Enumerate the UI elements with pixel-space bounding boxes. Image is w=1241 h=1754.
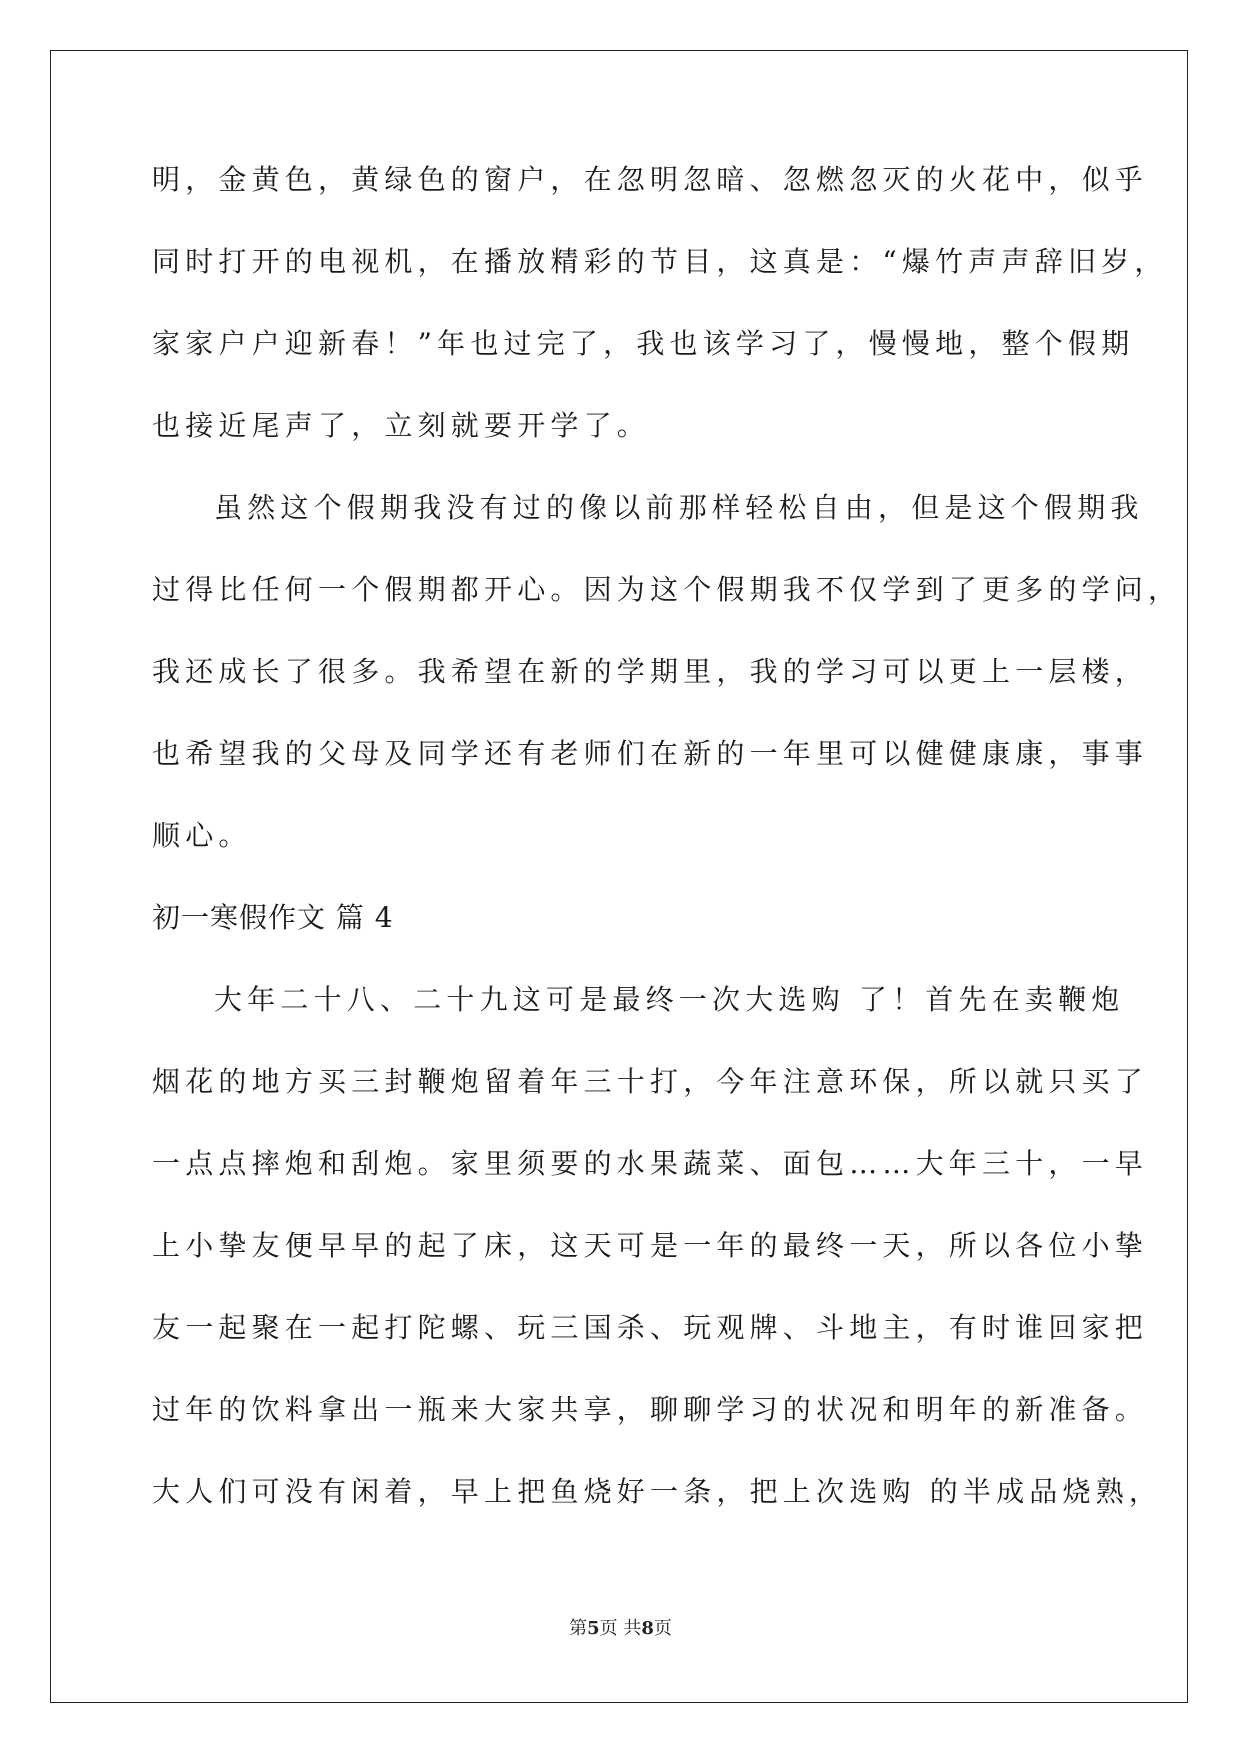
text-line: 过年的饮料拿出一瓶来大家共享，聊聊学习的状况和明年的新准备。 <box>152 1393 1149 1426</box>
footer-prefix: 第 <box>569 1618 588 1639</box>
text-line: 烟花的地方买三封鞭炮留着年三十打，今年注意环保，所以就只买了 <box>152 1065 1149 1098</box>
text-line: 顺心。 <box>152 819 252 852</box>
footer-mid: 页 共 <box>599 1618 642 1639</box>
footer-suffix: 页 <box>653 1618 672 1639</box>
text-line: 大人们可没有闲着，早上把鱼烧好一条，把上次选购 的半成品烧熟， <box>152 1475 1163 1508</box>
text-line: 家家户户迎新春！”年也过完了，我也该学习了，慢慢地，整个假期 <box>152 327 1135 360</box>
page-border <box>50 50 1188 1703</box>
text-line: 我还成长了很多。我希望在新的学期里，我的学习可以更上一层楼， <box>152 655 1149 688</box>
text-line: 一点点摔炮和刮炮。家里须要的水果蔬菜、面包……大年三十，一早 <box>152 1147 1149 1180</box>
text-line: 上小挚友便早早的起了床，这天可是一年的最终一天，所以各位小挚 <box>152 1229 1149 1262</box>
page-footer <box>0 1617 1241 1641</box>
text-line: 同时打开的电视机，在播放精彩的节目，这真是：“爆竹声声辞旧岁， <box>152 245 1168 278</box>
text-line: 也希望我的父母及同学还有老师们在新的一年里可以健健康康，事事 <box>152 737 1149 770</box>
text-line: 大年二十八、二十九这可是最终一次大选购 了！首先在卖鞭炮 <box>214 983 1125 1016</box>
footer-page-number: 5 <box>587 1618 600 1639</box>
text-line: 明，金黄色，黄绿色的窗户，在忽明忽暗、忽燃忽灭的火花中，似乎 <box>152 163 1149 196</box>
text-line: 过得比任何一个假期都开心。因为这个假期我不仅学到了更多的学问， <box>152 573 1182 606</box>
text-line: 也接近尾声了，立刻就要开学了。 <box>152 409 651 442</box>
section-heading: 初一寒假作文 篇 4 <box>152 901 394 934</box>
footer-total-pages: 8 <box>641 1618 654 1639</box>
text-line: 虽然这个假期我没有过的像以前那样轻松自由，但是这个假期我 <box>214 491 1144 524</box>
text-line: 友一起聚在一起打陀螺、玩三国杀、玩观牌、斗地主，有时谁回家把 <box>152 1311 1149 1344</box>
